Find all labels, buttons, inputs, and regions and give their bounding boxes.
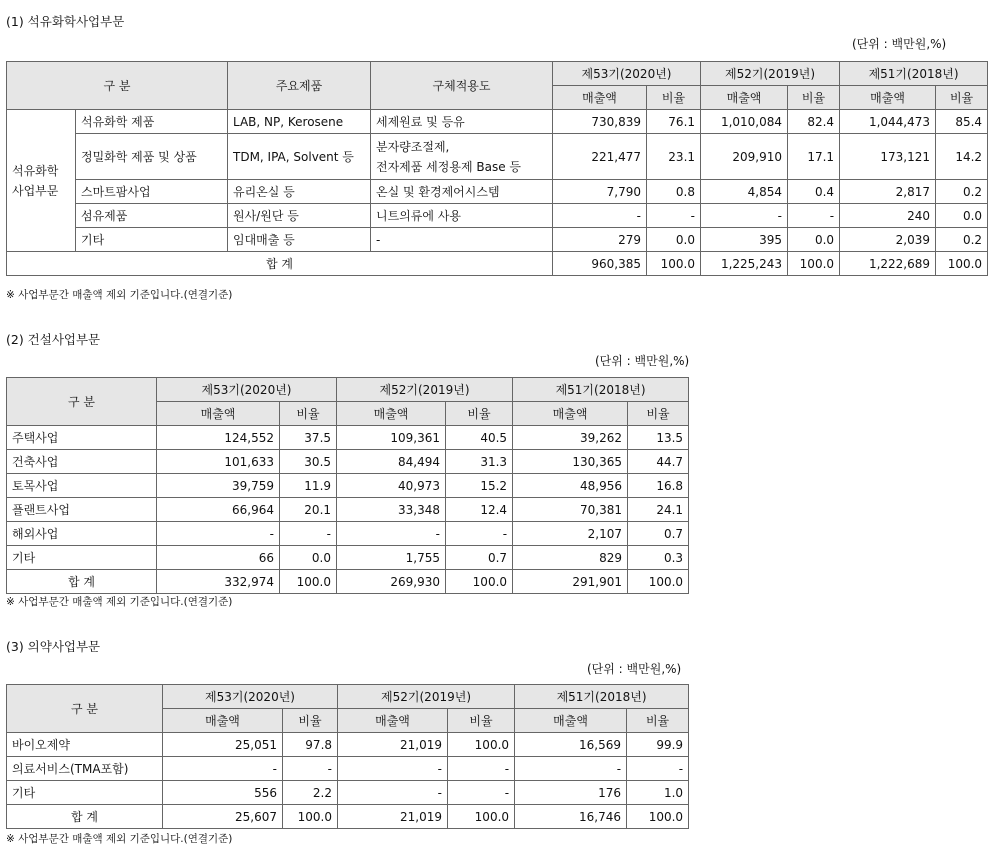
cell-ratio: 16.8 — [628, 474, 689, 498]
section-2-title: (2) 건설사업부문 — [6, 332, 101, 347]
cell-ratio: 0.0 — [936, 204, 988, 228]
header-ratio: 비율 — [448, 709, 515, 733]
cell-sales: 173,121 — [840, 134, 936, 180]
construction-table — [6, 377, 689, 594]
total-label: 합 계 — [7, 252, 553, 276]
table-row — [7, 228, 988, 252]
cell-ratio: 0.2 — [936, 228, 988, 252]
header-sales: 매출액 — [701, 86, 788, 110]
group-label — [7, 110, 76, 252]
cell-sales: 124,552 — [157, 426, 280, 450]
header-ratio: 비율 — [647, 86, 701, 110]
header-ratio: 비율 — [627, 709, 689, 733]
row-usage: 세제원료 및 등유 — [371, 110, 553, 134]
cell-sales: 7,790 — [553, 180, 647, 204]
cell-sales: 2,817 — [840, 180, 936, 204]
cell-sales: - — [553, 204, 647, 228]
header-y51: 제51기(2018년) — [840, 62, 988, 86]
cell-sales: - — [337, 522, 446, 546]
cell-ratio: 0.0 — [280, 546, 337, 570]
cell-sales: 1,044,473 — [840, 110, 936, 134]
cell-sales: 70,381 — [513, 498, 628, 522]
table-row — [7, 733, 689, 757]
total-label: 합 계 — [7, 570, 157, 594]
petrochem-table — [6, 61, 988, 276]
cell-ratio: 0.3 — [628, 546, 689, 570]
cell-ratio: - — [788, 204, 840, 228]
cell-sales: 176 — [515, 781, 627, 805]
section-3-note: ※ 사업부문간 매출액 제외 기준입니다.(연결기준) — [6, 833, 233, 845]
total-sales: 1,222,689 — [840, 252, 936, 276]
cell-ratio: - — [446, 522, 513, 546]
header-ratio: 비율 — [936, 86, 988, 110]
total-sales: 291,901 — [513, 570, 628, 594]
cell-ratio: 1.0 — [627, 781, 689, 805]
header-ratio: 비율 — [628, 402, 689, 426]
header-y53: 제53기(2020년) — [157, 378, 337, 402]
total-sales: 1,225,243 — [701, 252, 788, 276]
row-name: 건축사업 — [7, 450, 157, 474]
cell-ratio: 23.1 — [647, 134, 701, 180]
cell-sales: 66 — [157, 546, 280, 570]
cell-ratio: - — [647, 204, 701, 228]
row-name: 바이오제약 — [7, 733, 163, 757]
cell-ratio: - — [448, 781, 515, 805]
pharma-rows — [7, 733, 689, 805]
cell-ratio: 31.3 — [446, 450, 513, 474]
header-sales: 매출액 — [840, 86, 936, 110]
row-name: 토목사업 — [7, 474, 157, 498]
row-name: 기타 — [7, 546, 157, 570]
cell-ratio: 13.5 — [628, 426, 689, 450]
row-usage: 니트의류에 사용 — [371, 204, 553, 228]
cell-sales: 1,755 — [337, 546, 446, 570]
header-sales: 매출액 — [157, 402, 280, 426]
cell-sales: 40,973 — [337, 474, 446, 498]
cell-sales: 829 — [513, 546, 628, 570]
cell-sales: 221,477 — [553, 134, 647, 180]
header-gubun: 구 분 — [7, 685, 163, 733]
table-row — [7, 180, 988, 204]
table-row — [7, 474, 689, 498]
cell-sales: 240 — [840, 204, 936, 228]
cell-sales: 25,051 — [163, 733, 283, 757]
cell-ratio: 0.0 — [647, 228, 701, 252]
row-product: TDM, IPA, Solvent 등 — [228, 134, 371, 180]
group-label-line: 사업부문 — [12, 183, 59, 198]
cell-sales: 109,361 — [337, 426, 446, 450]
header-sales: 매출액 — [163, 709, 283, 733]
cell-sales: 21,019 — [338, 733, 448, 757]
construction-rows — [7, 426, 689, 570]
cell-ratio: 37.5 — [280, 426, 337, 450]
total-ratio: 100.0 — [448, 805, 515, 829]
row-name: 석유화학 제품 — [76, 110, 228, 134]
total-sales: 25,607 — [163, 805, 283, 829]
cell-ratio: - — [627, 757, 689, 781]
header-ratio: 비율 — [280, 402, 337, 426]
row-name: 해외사업 — [7, 522, 157, 546]
cell-sales: - — [515, 757, 627, 781]
header-y51: 제51기(2018년) — [513, 378, 689, 402]
cell-ratio: 40.5 — [446, 426, 513, 450]
cell-ratio: 15.2 — [446, 474, 513, 498]
header-gubun: 구 분 — [7, 378, 157, 426]
cell-ratio: 17.1 — [788, 134, 840, 180]
header-y53: 제53기(2020년) — [163, 685, 338, 709]
cell-sales: 66,964 — [157, 498, 280, 522]
row-name: 주택사업 — [7, 426, 157, 450]
cell-sales: 33,348 — [337, 498, 446, 522]
table-row — [7, 546, 689, 570]
cell-ratio: 44.7 — [628, 450, 689, 474]
cell-sales: 279 — [553, 228, 647, 252]
cell-sales: - — [338, 757, 448, 781]
cell-sales: 2,107 — [513, 522, 628, 546]
total-ratio: 100.0 — [788, 252, 840, 276]
table-row — [7, 757, 689, 781]
cell-ratio: 82.4 — [788, 110, 840, 134]
cell-sales: 556 — [163, 781, 283, 805]
pharma-table — [6, 684, 689, 829]
header-y53: 제53기(2020년) — [553, 62, 701, 86]
row-name: 기타 — [76, 228, 228, 252]
cell-ratio: 85.4 — [936, 110, 988, 134]
cell-ratio: 30.5 — [280, 450, 337, 474]
section-1-note: ※ 사업부문간 매출액 제외 기준입니다.(연결기준) — [6, 289, 233, 301]
total-row — [7, 570, 689, 594]
header-sales: 매출액 — [553, 86, 647, 110]
total-ratio: 100.0 — [647, 252, 701, 276]
usage-line: 분자량조절제, — [376, 139, 450, 154]
row-usage: 온실 및 환경제어시스템 — [371, 180, 553, 204]
total-sales: 960,385 — [553, 252, 647, 276]
cell-sales: 16,569 — [515, 733, 627, 757]
group-label-line: 석유화학 — [12, 163, 59, 178]
header-y52: 제52기(2019년) — [338, 685, 515, 709]
total-ratio: 100.0 — [280, 570, 337, 594]
cell-ratio: 11.9 — [280, 474, 337, 498]
total-row — [7, 805, 689, 829]
section-1-title: (1) 석유화학사업부문 — [6, 14, 125, 29]
cell-ratio: 0.4 — [788, 180, 840, 204]
header-ratio: 비율 — [283, 709, 338, 733]
cell-sales: 39,759 — [157, 474, 280, 498]
total-ratio: 100.0 — [627, 805, 689, 829]
total-sales: 21,019 — [338, 805, 448, 829]
cell-sales: 395 — [701, 228, 788, 252]
row-name: 플랜트사업 — [7, 498, 157, 522]
header-sales: 매출액 — [513, 402, 628, 426]
total-sales: 269,930 — [337, 570, 446, 594]
header-ratio: 비율 — [788, 86, 840, 110]
cell-sales: 84,494 — [337, 450, 446, 474]
section-1-unit: (단위 : 백만원,%) — [852, 37, 947, 51]
header-y52: 제52기(2019년) — [701, 62, 840, 86]
header-gubun: 구 분 — [7, 62, 228, 110]
row-name: 섬유제품 — [76, 204, 228, 228]
cell-ratio: - — [280, 522, 337, 546]
cell-ratio: 100.0 — [448, 733, 515, 757]
cell-ratio: 76.1 — [647, 110, 701, 134]
row-product: LAB, NP, Kerosene — [228, 110, 371, 134]
row-product: 임대매출 등 — [228, 228, 371, 252]
header-sales: 매출액 — [337, 402, 446, 426]
table-row — [7, 498, 689, 522]
section-2-note: ※ 사업부문간 매출액 제외 기준입니다.(연결기준) — [6, 596, 233, 608]
total-sales: 332,974 — [157, 570, 280, 594]
cell-sales: 39,262 — [513, 426, 628, 450]
row-usage: - — [371, 228, 553, 252]
total-ratio: 100.0 — [283, 805, 338, 829]
cell-ratio: 14.2 — [936, 134, 988, 180]
cell-ratio: 97.8 — [283, 733, 338, 757]
cell-ratio: 99.9 — [627, 733, 689, 757]
cell-sales: 730,839 — [553, 110, 647, 134]
cell-sales: 209,910 — [701, 134, 788, 180]
total-sales: 16,746 — [515, 805, 627, 829]
cell-sales: 130,365 — [513, 450, 628, 474]
header-usage: 구체적용도 — [371, 62, 553, 110]
header-y51: 제51기(2018년) — [515, 685, 689, 709]
cell-ratio: 0.7 — [628, 522, 689, 546]
usage-line: 전자제품 세정용제 Base 등 — [376, 159, 521, 174]
cell-ratio: 0.0 — [788, 228, 840, 252]
cell-sales: 4,854 — [701, 180, 788, 204]
cell-sales: 1,010,084 — [701, 110, 788, 134]
cell-ratio: - — [448, 757, 515, 781]
row-usage — [371, 134, 553, 180]
total-row — [7, 252, 988, 276]
row-product: 유리온실 등 — [228, 180, 371, 204]
header-product: 주요제품 — [228, 62, 371, 110]
section-2-unit: (단위 : 백만원,%) — [595, 354, 690, 368]
cell-ratio: 12.4 — [446, 498, 513, 522]
cell-ratio: 24.1 — [628, 498, 689, 522]
cell-ratio: 0.8 — [647, 180, 701, 204]
header-sales: 매출액 — [515, 709, 627, 733]
cell-sales: - — [163, 757, 283, 781]
cell-sales: - — [157, 522, 280, 546]
row-name: 의료서비스(TMA포함) — [7, 757, 163, 781]
cell-ratio: 20.1 — [280, 498, 337, 522]
cell-sales: - — [338, 781, 448, 805]
table-row — [7, 426, 689, 450]
header-sales: 매출액 — [338, 709, 448, 733]
cell-sales: 2,039 — [840, 228, 936, 252]
table-row — [7, 134, 988, 180]
table-row — [7, 522, 689, 546]
table-row — [7, 110, 988, 134]
row-name: 기타 — [7, 781, 163, 805]
row-name: 스마트팜사업 — [76, 180, 228, 204]
cell-ratio: 0.2 — [936, 180, 988, 204]
header-y52: 제52기(2019년) — [337, 378, 513, 402]
table-row — [7, 204, 988, 228]
header-ratio: 비율 — [446, 402, 513, 426]
total-ratio: 100.0 — [446, 570, 513, 594]
row-name: 정밀화학 제품 및 상품 — [76, 134, 228, 180]
table-row — [7, 781, 689, 805]
cell-sales: 48,956 — [513, 474, 628, 498]
table-row — [7, 450, 689, 474]
cell-ratio: - — [283, 757, 338, 781]
cell-ratio: 2.2 — [283, 781, 338, 805]
cell-sales: 101,633 — [157, 450, 280, 474]
total-label: 합 계 — [7, 805, 163, 829]
row-product: 원사/원단 등 — [228, 204, 371, 228]
cell-sales: - — [701, 204, 788, 228]
section-3-title: (3) 의약사업부문 — [6, 639, 101, 654]
total-ratio: 100.0 — [628, 570, 689, 594]
section-3-unit: (단위 : 백만원,%) — [587, 662, 682, 676]
cell-ratio: 0.7 — [446, 546, 513, 570]
total-ratio: 100.0 — [936, 252, 988, 276]
